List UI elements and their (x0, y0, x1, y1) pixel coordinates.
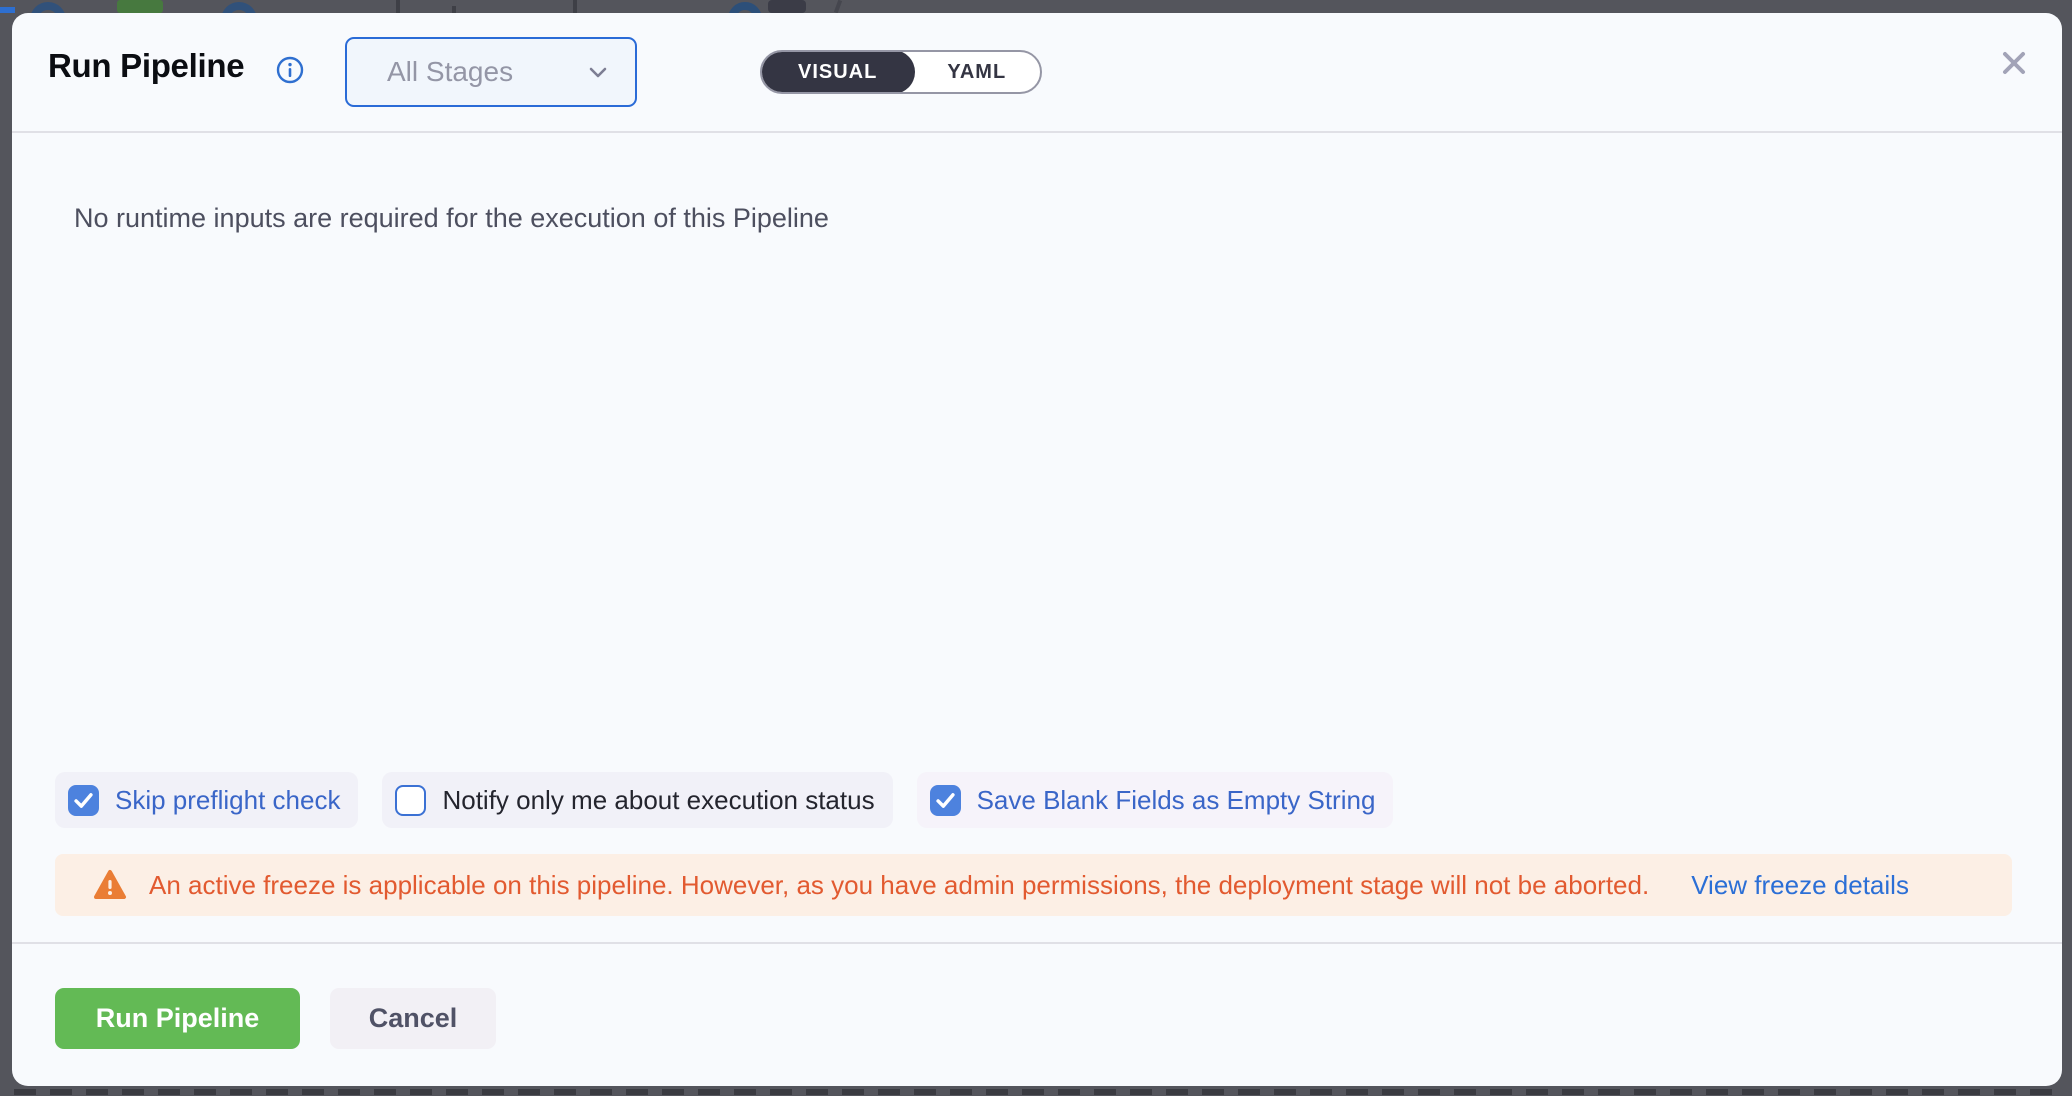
background-fragment (834, 0, 842, 13)
background-fragment (728, 2, 762, 13)
background-page-strip (0, 0, 2072, 13)
footer-divider (12, 942, 2062, 944)
stage-selector-value: All Stages (387, 56, 514, 87)
execution-options-row (55, 772, 1393, 828)
option-notify-only-me[interactable] (382, 772, 892, 828)
warning-triangle-icon (93, 869, 127, 901)
run-pipeline-button[interactable]: Run Pipeline (55, 988, 300, 1049)
background-dashed-line (14, 1089, 2058, 1095)
page-title: Run Pipeline (48, 47, 245, 84)
background-fragment (117, 0, 163, 13)
stage-selector-dropdown[interactable] (345, 37, 637, 107)
freeze-warning-text: An active freeze is applicable on this pipeline. However, as you have admin permissions, the deployment stage will not be aborted. (149, 869, 1650, 900)
background-fragment (768, 0, 806, 13)
checkbox-skip-preflight[interactable] (68, 785, 99, 816)
view-freeze-details-link[interactable]: View freeze details (1691, 869, 1909, 900)
tab-yaml[interactable]: YAML (947, 60, 1007, 83)
runtime-inputs-message: No runtime inputs are required for the execution of this Pipeline (74, 203, 829, 233)
checkbox-notify-only-me[interactable] (395, 785, 426, 816)
visual-yaml-toggle (760, 50, 1042, 94)
close-icon[interactable] (2000, 49, 2028, 77)
info-icon[interactable] (276, 56, 304, 84)
background-fragment (573, 0, 577, 13)
background-fragment (30, 2, 66, 13)
cancel-button[interactable]: Cancel (330, 988, 496, 1049)
option-skip-preflight-check[interactable] (55, 772, 358, 828)
tab-visual[interactable]: VISUAL (760, 50, 915, 94)
modal-header (12, 13, 2062, 133)
option-label: Notify only me about execution status (442, 784, 875, 815)
chevron-down-icon (583, 57, 613, 87)
option-save-blank-fields[interactable] (917, 772, 1394, 828)
checkbox-save-blank-fields[interactable] (930, 785, 961, 816)
background-fragment (452, 6, 456, 13)
option-label: Save Blank Fields as Empty String (976, 784, 1376, 815)
background-fragment (396, 0, 400, 13)
freeze-warning-banner (55, 854, 2012, 916)
run-pipeline-modal (12, 13, 2062, 1086)
background-fragment (221, 2, 257, 13)
option-label: Skip preflight check (115, 784, 341, 815)
